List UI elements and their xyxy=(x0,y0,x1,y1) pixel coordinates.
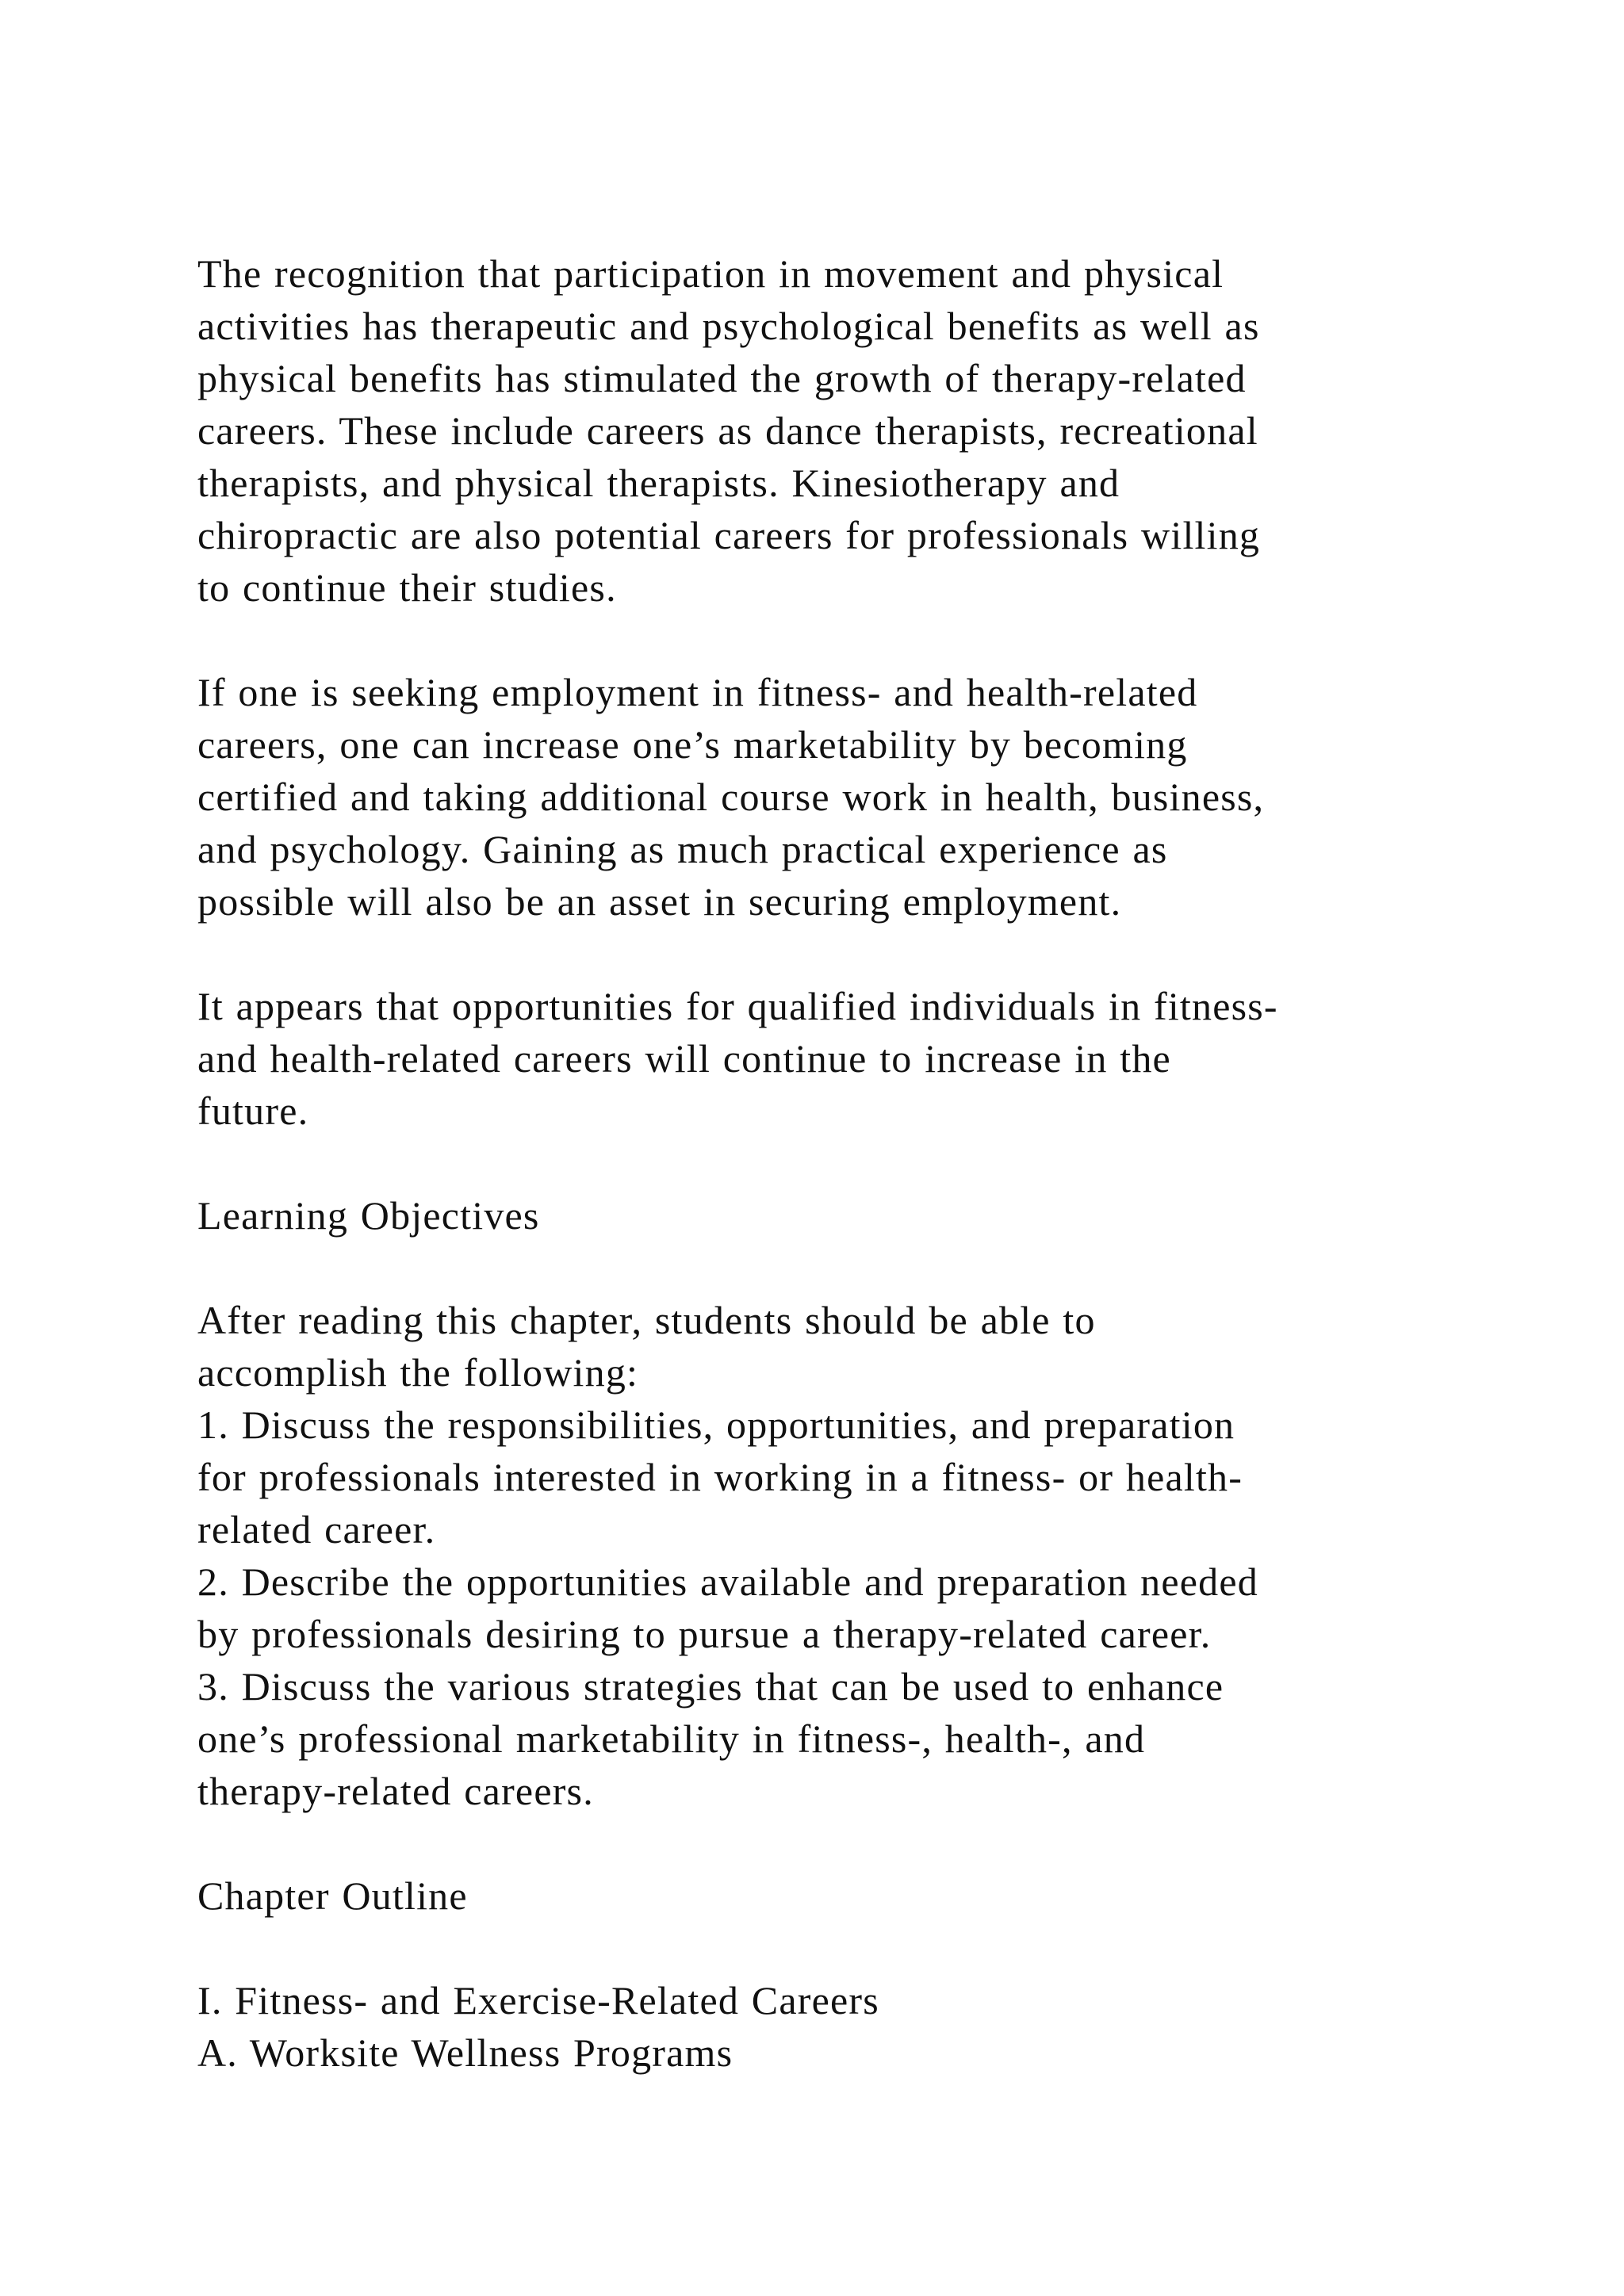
objective-line: one’s professional marketability in fitness-, health-, and xyxy=(197,1716,1146,1761)
outline-item: A. Worksite Wellness Programs xyxy=(197,2030,733,2075)
text-line: certified and taking additional course work in health, business, xyxy=(197,775,1265,819)
text-line: If one is seeking employment in fitness- and health-related xyxy=(197,670,1198,714)
text-line: It appears that opportunities for qualified individuals in fitness- xyxy=(197,984,1278,1028)
text-line: careers. These include careers as dance therapists, recreational xyxy=(197,408,1258,453)
paragraph-spacer xyxy=(197,928,1482,980)
objective-line: 3. Discuss the various strategies that can be used to enhance xyxy=(197,1664,1224,1709)
paragraph-therapy-careers xyxy=(197,247,1482,614)
paragraph-spacer xyxy=(197,1922,1482,1974)
paragraph-spacer xyxy=(197,1817,1482,1869)
chapter-outline-list xyxy=(197,1974,1482,2079)
text-line: and psychology. Gaining as much practical experience as xyxy=(197,827,1168,871)
heading-chapter-outline: Chapter Outline xyxy=(197,1873,468,1918)
paragraph-spacer xyxy=(197,614,1482,666)
paragraph-marketability xyxy=(197,666,1482,928)
objective-line: 2. Describe the opportunities available and preparation needed xyxy=(197,1559,1258,1604)
objective-line: related career. xyxy=(197,1507,436,1552)
text-line: activities has therapeutic and psychological benefits as well as xyxy=(197,304,1260,348)
paragraph-spacer xyxy=(197,1242,1482,1294)
objectives-intro-line: After reading this chapter, students should be able to xyxy=(197,1298,1096,1342)
learning-objectives-section xyxy=(197,1294,1482,1817)
objective-line: for professionals interested in working in a fitness- or health- xyxy=(197,1455,1243,1499)
text-line: chiropractic are also potential careers for professionals willing xyxy=(197,513,1261,557)
objective-line: by professionals desiring to pursue a therapy-related career. xyxy=(197,1612,1212,1656)
text-line: future. xyxy=(197,1089,309,1133)
objective-line: therapy-related careers. xyxy=(197,1769,594,1813)
heading-learning-objectives: Learning Objectives xyxy=(197,1193,540,1238)
text-line: careers, one can increase one’s marketability by becoming xyxy=(197,722,1188,767)
text-line: therapists, and physical therapists. Kinesiotherapy and xyxy=(197,461,1120,505)
outline-item: I. Fitness- and Exercise-Related Careers xyxy=(197,1978,879,2022)
paragraph-spacer xyxy=(197,1137,1482,1189)
text-line: and health-related careers will continue to increase in the xyxy=(197,1036,1171,1081)
text-line: possible will also be an asset in securing employment. xyxy=(197,879,1122,924)
text-line: The recognition that participation in movement and physical xyxy=(197,251,1224,296)
objectives-intro-line: accomplish the following: xyxy=(197,1350,639,1395)
text-line: physical benefits has stimulated the growth of therapy-related xyxy=(197,356,1247,400)
text-line: to continue their studies. xyxy=(197,565,617,610)
document-body xyxy=(197,247,1482,2079)
paragraph-opportunities xyxy=(197,980,1482,1137)
objective-line: 1. Discuss the responsibilities, opportunities, and preparation xyxy=(197,1402,1235,1447)
